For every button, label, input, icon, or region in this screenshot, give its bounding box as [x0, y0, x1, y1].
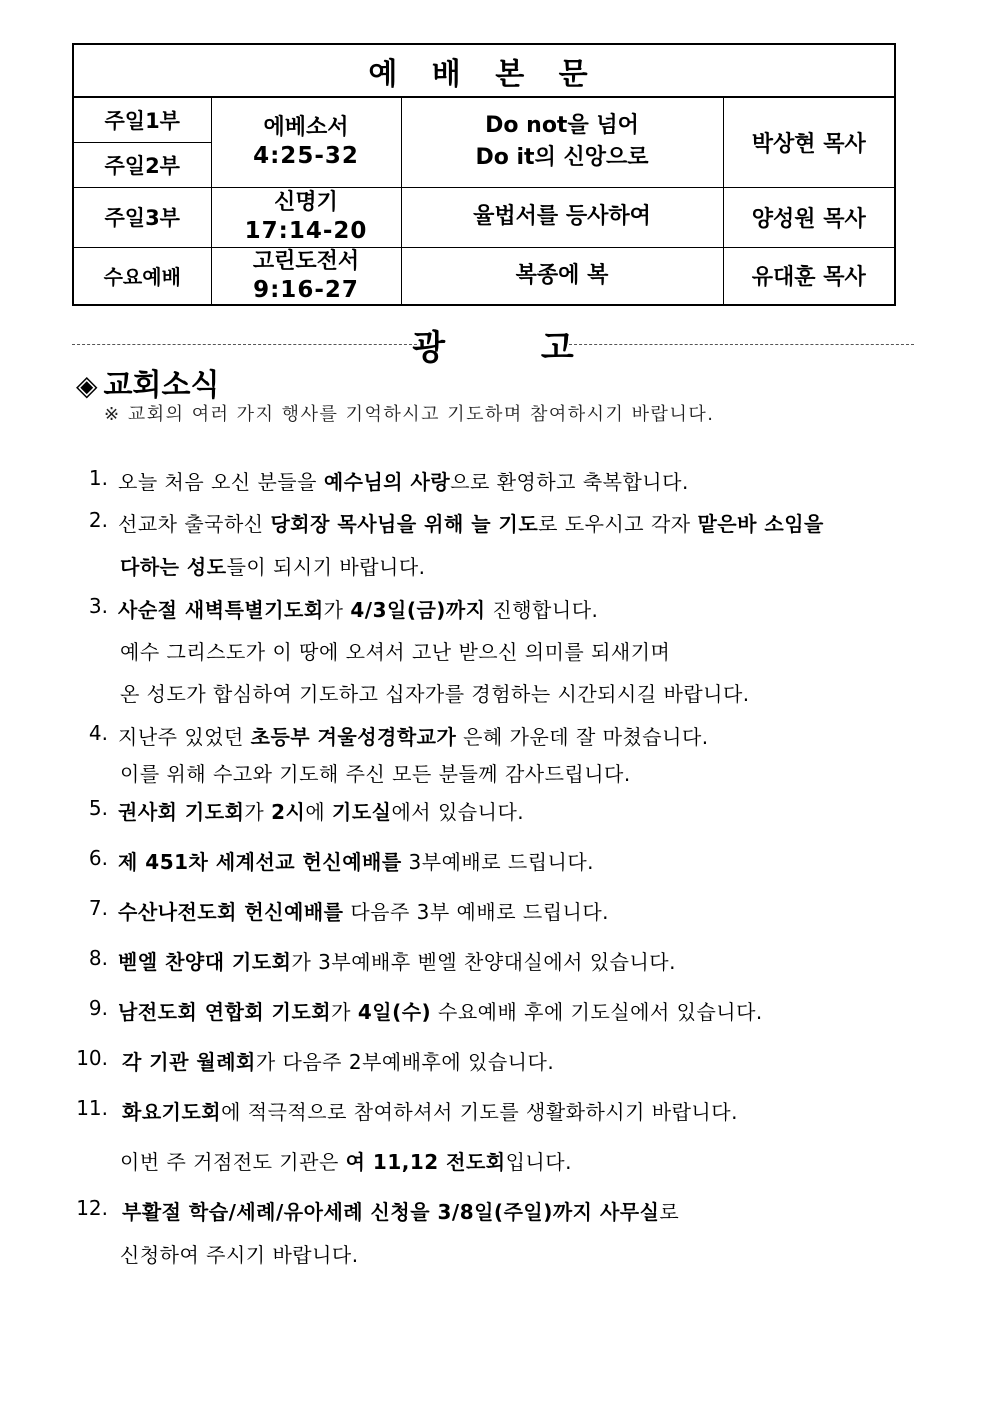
announcement-line — [120, 678, 750, 707]
item-number: 5. — [88, 796, 108, 820]
text-segment: 오늘 처음 오신 분들을 — [118, 470, 324, 494]
emphasis-text: 예수님의 사랑 — [323, 470, 451, 494]
item-number: 6. — [88, 846, 108, 870]
item-number: 9. — [88, 996, 108, 1020]
text-segment: 가 — [244, 800, 272, 824]
announcement-line — [118, 508, 824, 537]
text-segment: 다음주 3부 예배로 드립니다. — [343, 900, 610, 924]
announcement-line — [118, 896, 609, 925]
service-name: 주일3부 — [73, 187, 211, 247]
service-name: 주일1부 — [73, 97, 211, 142]
bible-passage — [211, 97, 401, 187]
announcement-line — [118, 796, 524, 825]
announcement-line — [120, 636, 670, 665]
announcement-line — [122, 1196, 679, 1225]
emphasis-text: 벧엘 찬양대 기도회 — [118, 950, 292, 974]
announcement-line — [120, 758, 631, 787]
emphasis-text: 여 11,12 전도회 — [345, 1150, 506, 1174]
text-segment: 예수 그리스도가 이 땅에 오셔서 고난 받으신 의미를 되새기며 — [120, 640, 671, 664]
text-segment: 에 적극적으로 참여하셔서 기도를 생활화하시기 바랍니다. — [221, 1100, 738, 1124]
announcement-line — [118, 846, 594, 875]
emphasis-text: 4일(수) — [357, 1000, 432, 1024]
text-segment: 에서 있습니다. — [391, 800, 525, 824]
text-segment: 가 다음주 2부예배후에 있습니다. — [255, 1050, 555, 1074]
announcement-line — [118, 466, 689, 495]
emphasis-text: 2시 — [271, 800, 306, 824]
item-number: 12. — [76, 1196, 108, 1220]
item-number: 3. — [88, 594, 108, 618]
item-number: 11. — [76, 1096, 108, 1120]
pastor-name: 박상현 목사 — [723, 97, 895, 187]
section-heading — [76, 360, 219, 404]
emphasis-text: 남전도회 연합회 기도회 — [118, 1000, 332, 1024]
text-segment: 가 3부예배후 벧엘 찬양대실에서 있습니다. — [291, 950, 676, 974]
sermon-title-line: Do not을 넘어 — [485, 113, 639, 139]
item-number: 7. — [88, 896, 108, 920]
announcement-line — [120, 1146, 572, 1175]
text-segment: 지난주 있었던 — [118, 725, 251, 749]
announcement-line — [118, 594, 598, 623]
emphasis-text: 권사회 기도회 — [118, 800, 245, 824]
item-number: 10. — [76, 1046, 108, 1070]
bible-book: 신명기 — [274, 190, 338, 215]
text-segment: 으로 환영하고 축복합니다. — [450, 470, 689, 494]
bible-passage — [211, 187, 401, 247]
announcement-line — [120, 551, 426, 580]
ads-divider — [72, 322, 914, 368]
text-segment: 수요예배 후에 기도실에서 있습니다. — [431, 1000, 763, 1024]
text-segment: 신청하여 주시기 바랍니다. — [120, 1243, 359, 1267]
text-segment: 이번 주 거점전도 기관은 — [120, 1150, 346, 1174]
text-segment: 은혜 가운데 잘 마쳤습니다. — [456, 725, 709, 749]
sermon-table — [72, 43, 896, 306]
emphasis-text: 부활절 학습/세례/유아세례 신청을 3/8일(주일)까지 사무실 — [122, 1200, 660, 1224]
announcement-line — [118, 721, 709, 750]
sermon-title: 복종에 복 — [401, 247, 723, 305]
text-segment: 진행합니다. — [485, 598, 599, 622]
announcement-line — [122, 1046, 554, 1075]
section-note: ※ 교회의 여러 가지 행사를 기억하시고 기도하며 참여하시기 바랍니다. — [104, 404, 715, 425]
emphasis-text: 초등부 겨울성경학교가 — [250, 725, 457, 749]
table-title: 예 배 본 문 — [73, 44, 895, 97]
bible-reference: 9:16-27 — [253, 276, 359, 303]
pastor-name: 양성원 목사 — [723, 187, 895, 247]
emphasis-text: 맡은바 소임을 — [697, 512, 824, 536]
text-segment: 들이 되시기 바랍니다. — [226, 555, 426, 579]
text-segment: 가 — [331, 1000, 358, 1024]
dashed-rule — [569, 344, 914, 345]
item-number: 4. — [88, 721, 108, 745]
text-segment: 이를 위해 수고와 기도해 주신 모든 분들께 감사드립니다. — [120, 762, 631, 786]
sermon-title-line: Do it의 신앙으로 — [475, 145, 649, 171]
text-segment: 가 — [323, 598, 351, 622]
bible-passage — [211, 247, 401, 305]
announcement-line — [118, 996, 763, 1025]
announcement-line — [122, 1096, 738, 1125]
bible-book: 에베소서 — [263, 115, 349, 141]
bible-book: 고린도전서 — [252, 248, 360, 274]
item-number: 8. — [88, 946, 108, 970]
service-name: 수요예배 — [73, 247, 211, 305]
bible-reference: 17:14-20 — [244, 218, 368, 244]
pastor-name: 유대훈 목사 — [723, 247, 895, 305]
emphasis-text: 기도실 — [332, 800, 392, 824]
text-segment: 로 도우시고 각자 — [538, 512, 698, 536]
announcement-line — [120, 1239, 359, 1268]
emphasis-text: 각 기관 월례회 — [122, 1050, 256, 1074]
text-segment: 3부예배로 드립니다. — [401, 850, 595, 874]
sermon-title — [401, 97, 723, 187]
emphasis-text: 수산나전도회 헌신예배를 — [118, 900, 344, 924]
emphasis-text: 제 451차 세계선교 헌신예배를 — [118, 850, 402, 874]
service-name: 주일2부 — [73, 142, 211, 187]
text-segment: 로 — [659, 1200, 680, 1224]
section-title: 교회소식 — [103, 368, 220, 403]
item-number: 1. — [88, 466, 108, 490]
emphasis-text: 화요기도회 — [122, 1100, 222, 1124]
ads-heading: 광 고 — [412, 328, 616, 368]
text-segment: 에 — [305, 800, 333, 824]
announcement-line — [118, 946, 676, 975]
emphasis-text: 다하는 성도 — [120, 555, 227, 579]
emphasis-text: 4/3일(금)까지 — [350, 598, 486, 622]
emphasis-text: 사순절 새벽특별기도회 — [118, 598, 324, 622]
text-segment: 온 성도가 합심하여 기도하고 십자가를 경험하는 시간되시길 바랍니다. — [120, 682, 750, 706]
bible-reference: 4:25-32 — [253, 143, 359, 170]
sermon-title: 율법서를 등사하여 — [401, 187, 723, 247]
item-number: 2. — [88, 508, 108, 532]
diamond-bullet-icon: ◈ — [76, 369, 98, 402]
emphasis-text: 당회장 목사님을 위해 늘 기도 — [270, 512, 539, 536]
text-segment: 선교차 출국하신 — [118, 512, 271, 536]
text-segment: 입니다. — [505, 1150, 572, 1174]
